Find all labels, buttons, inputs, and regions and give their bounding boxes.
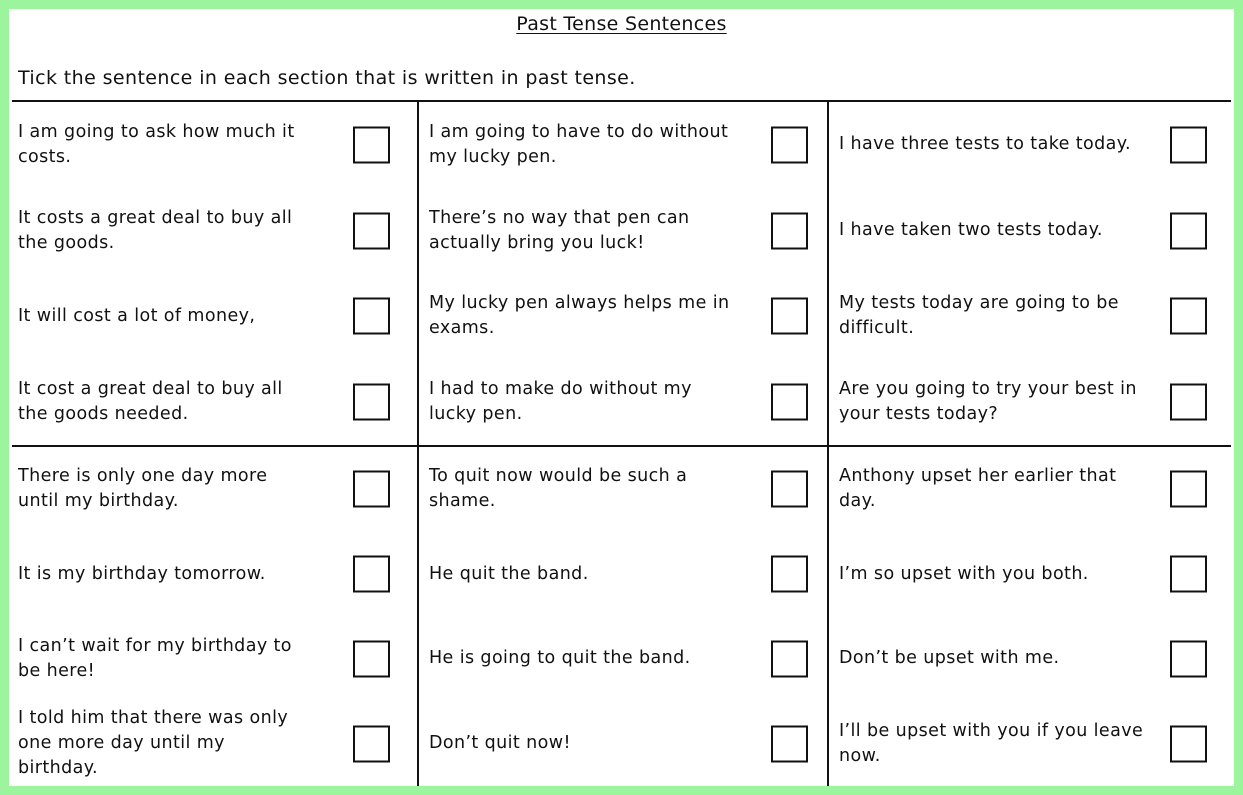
- tick-checkbox[interactable]: [353, 471, 390, 508]
- sentence-row: [12, 447, 417, 532]
- sentence-row: [419, 359, 827, 445]
- tick-checkbox[interactable]: [771, 640, 808, 677]
- section-5: [417, 445, 827, 786]
- sentence-text: Are you going to try your best in your tests today?: [839, 379, 1137, 425]
- sentence-text: I’ll be upset with you if you leave now.: [839, 720, 1144, 766]
- worksheet-title: [9, 13, 1234, 35]
- sentence-row: [829, 701, 1231, 786]
- section-6: [827, 445, 1231, 786]
- tick-checkbox[interactable]: [353, 126, 390, 163]
- sentence-text: I had to make do without my lucky pen.: [429, 379, 692, 425]
- sentence-text: Don’t be upset with me.: [839, 648, 1060, 669]
- sentence-text: To quit now would be such a shame.: [429, 466, 688, 512]
- sentence-text: It costs a great deal to buy all the goods.: [18, 207, 293, 253]
- sentence-text: It is my birthday tomorrow.: [18, 563, 266, 584]
- tick-checkbox[interactable]: [353, 725, 390, 762]
- sentence-row: [829, 274, 1231, 360]
- sentence-row: [12, 359, 417, 445]
- sentence-text: He quit the band.: [429, 563, 589, 584]
- tick-checkbox[interactable]: [1170, 556, 1207, 593]
- tick-checkbox[interactable]: [771, 725, 808, 762]
- sentence-row: [12, 617, 417, 702]
- tick-checkbox[interactable]: [1170, 725, 1207, 762]
- sentence-row: [419, 701, 827, 786]
- sentence-text: I have three tests to take today.: [839, 134, 1131, 155]
- sentence-row: [829, 188, 1231, 274]
- tick-checkbox[interactable]: [771, 298, 808, 335]
- sentence-row: [12, 102, 417, 188]
- sentence-row: [12, 274, 417, 360]
- sentence-text: I am going to ask how much it costs.: [18, 121, 295, 167]
- tick-checkbox[interactable]: [353, 384, 390, 421]
- sentence-text: I am going to have to do without my lucky pen.: [429, 121, 729, 167]
- sentence-text: Anthony upset her earlier that day.: [839, 466, 1117, 512]
- sentence-row: [12, 532, 417, 617]
- tick-checkbox[interactable]: [353, 298, 390, 335]
- sentence-row: [829, 617, 1231, 702]
- sentence-text: I told him that there was only one more day until my birthday.: [18, 708, 289, 779]
- section-4: [12, 445, 417, 786]
- sentence-text: Don’t quit now!: [429, 733, 571, 754]
- sentence-grid: [12, 100, 1231, 786]
- sentence-text: My lucky pen always helps me in exams.: [429, 293, 730, 339]
- sentence-row: [419, 102, 827, 188]
- sentence-text: It will cost a lot of money,: [18, 305, 256, 326]
- tick-checkbox[interactable]: [771, 212, 808, 249]
- tick-checkbox[interactable]: [771, 471, 808, 508]
- sentence-text: I can’t wait for my birthday to be here!: [18, 635, 292, 681]
- title-text: Past Tense Sentences: [516, 13, 727, 35]
- sentence-row: [829, 359, 1231, 445]
- tick-checkbox[interactable]: [1170, 126, 1207, 163]
- sentence-row: [12, 701, 417, 786]
- sentence-text: He is going to quit the band.: [429, 648, 691, 669]
- tick-checkbox[interactable]: [1170, 471, 1207, 508]
- sentence-text: I have taken two tests today.: [839, 220, 1103, 241]
- tick-checkbox[interactable]: [1170, 640, 1207, 677]
- sentence-row: [829, 102, 1231, 188]
- sentence-row: [12, 188, 417, 274]
- sentence-text: My tests today are going to be difficult.: [839, 293, 1119, 339]
- section-1: [12, 100, 417, 445]
- tick-checkbox[interactable]: [771, 126, 808, 163]
- sentence-text: I’m so upset with you both.: [839, 563, 1089, 584]
- sentence-text: There is only one day more until my birthday.: [18, 466, 268, 512]
- sentence-row: [419, 532, 827, 617]
- instruction-text: Tick the sentence in each section that is written in past tense.: [18, 67, 636, 89]
- tick-checkbox[interactable]: [771, 384, 808, 421]
- tick-checkbox[interactable]: [1170, 212, 1207, 249]
- tick-checkbox[interactable]: [1170, 298, 1207, 335]
- sentence-row: [829, 447, 1231, 532]
- section-3: [827, 100, 1231, 445]
- sentence-row: [419, 188, 827, 274]
- tick-checkbox[interactable]: [353, 212, 390, 249]
- sentence-text: It cost a great deal to buy all the goods needed.: [18, 379, 283, 425]
- sentence-row: [419, 617, 827, 702]
- sentence-row: [419, 274, 827, 360]
- tick-checkbox[interactable]: [353, 556, 390, 593]
- sentence-text: There’s no way that pen can actually bring you luck!: [429, 207, 690, 253]
- sentence-row: [829, 532, 1231, 617]
- section-2: [417, 100, 827, 445]
- tick-checkbox[interactable]: [771, 556, 808, 593]
- tick-checkbox[interactable]: [1170, 384, 1207, 421]
- sentence-row: [419, 447, 827, 532]
- tick-checkbox[interactable]: [353, 640, 390, 677]
